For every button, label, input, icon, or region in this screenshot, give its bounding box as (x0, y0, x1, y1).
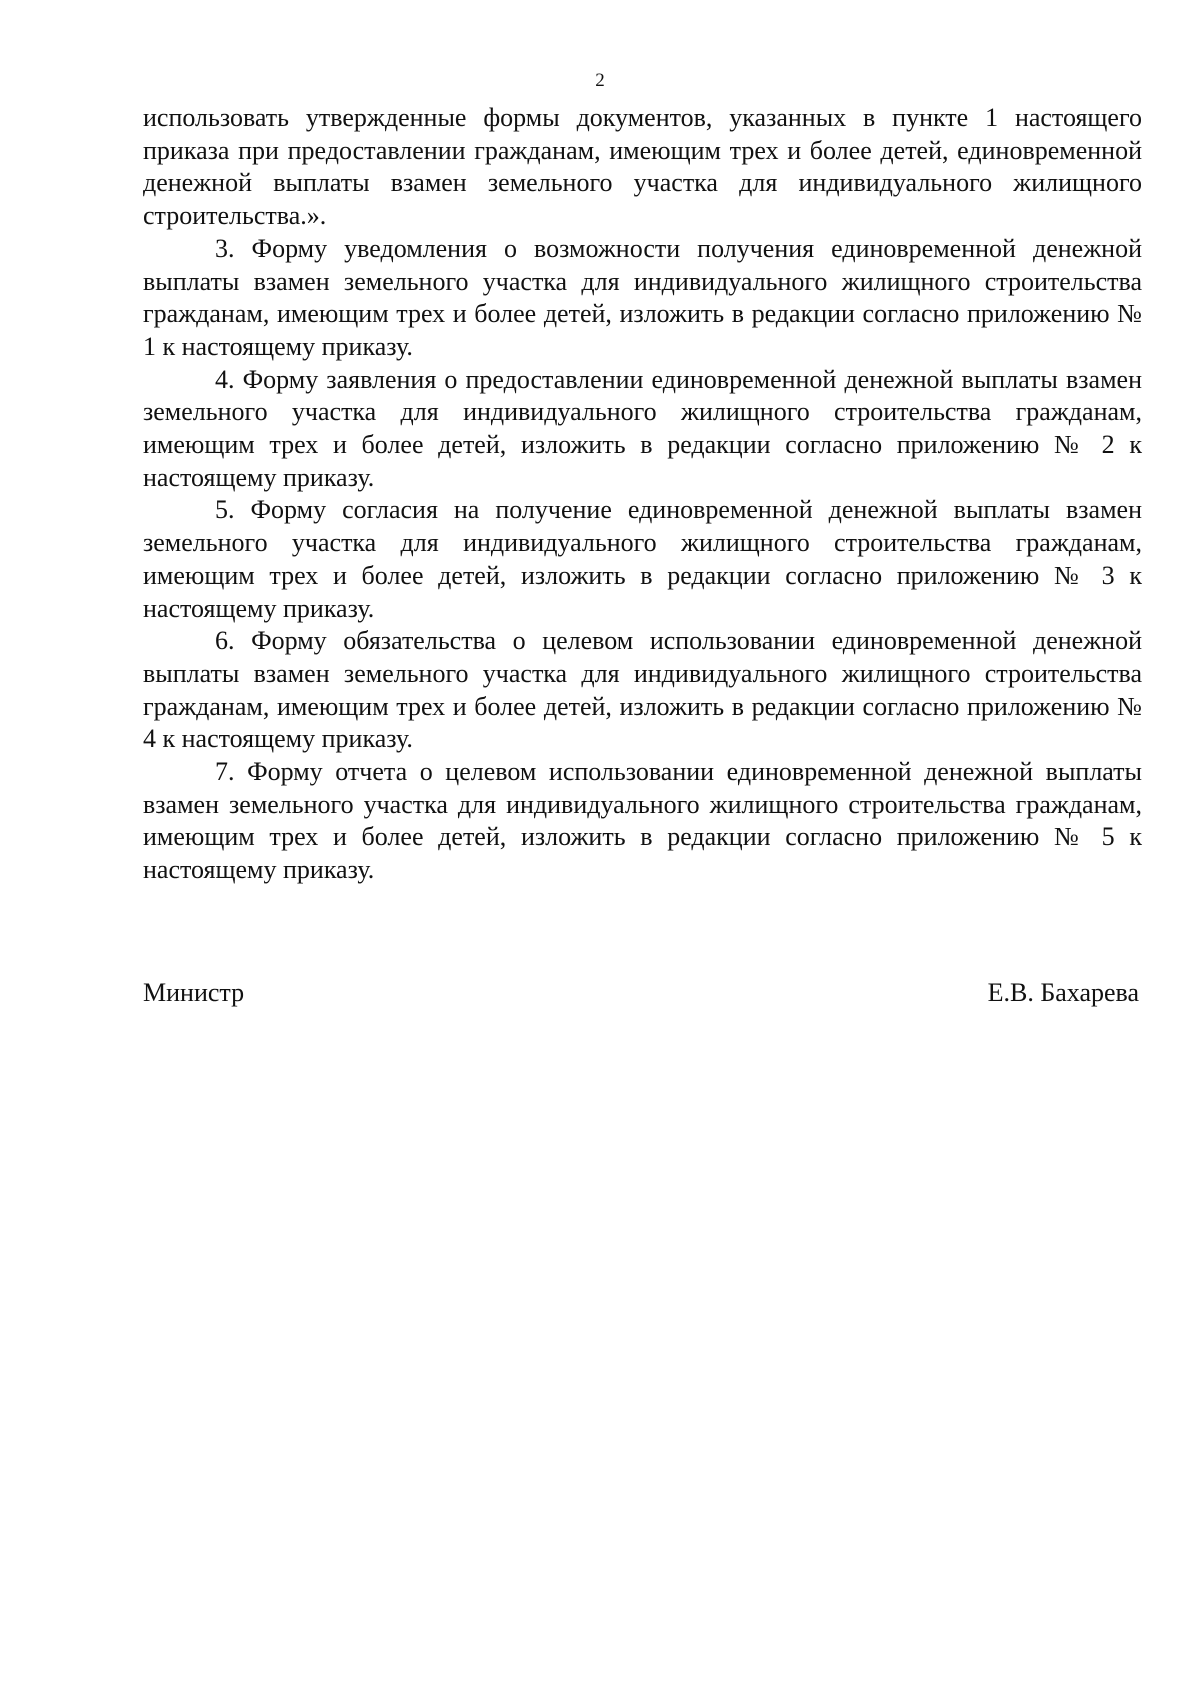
paragraph-item-3: 3. Форму уведомления о возможности получения единовременной денежной выплаты взамен земельного участка для индивидуального жилищного строительства гражданам, имеющим трех и более детей, изложить в редакции согласно приложению № 1 к настоящему приказу. (143, 233, 1142, 361)
signatory-position: Министр (143, 978, 245, 1007)
paragraph-item-7: 7. Форму отчета о целевом использовании единовременной денежной выплаты взамен земельного участка для индивидуального жилищного строительства гражданам, имеющим трех и более детей, изложить в редакции согласно приложению № 5 к настоящему приказу. (143, 757, 1142, 885)
signature-block (143, 978, 1139, 1008)
document-body (143, 102, 1142, 887)
paragraph-item-6: 6. Форму обязательства о целевом использовании единовременной денежной выплаты взамен земельного участка для индивидуального жилищного строительства гражданам, имеющим трех и более детей, изложить в редакции согласно приложению № 4 к настоящему приказу. (143, 626, 1142, 754)
paragraph-item-4: 4. Форму заявления о предоставлении единовременной денежной выплаты взамен земельного участка для индивидуального жилищного строительства гражданам, имеющим трех и более детей, изложить в редакции согласно приложению № 2 к настоящему приказу. (143, 364, 1142, 492)
signatory-name: Е.В. Бахарева (987, 978, 1139, 1007)
paragraph-item-5: 5. Форму согласия на получение единовременной денежной выплаты взамен земельного участка для индивидуального жилищного строительства гражданам, имеющим трех и более детей, изложить в редакции согласно приложению № 3 к настоящему приказу. (143, 495, 1142, 623)
page-number: 2 (595, 70, 605, 91)
paragraph-continuation: использовать утвержденные формы документов, указанных в пункте 1 настоящего приказа при предоставлении гражданам, имеющим трех и более детей, единовременной денежной выплаты взамен земельного участка для индивидуального жилищного строительства.». (143, 103, 1142, 231)
